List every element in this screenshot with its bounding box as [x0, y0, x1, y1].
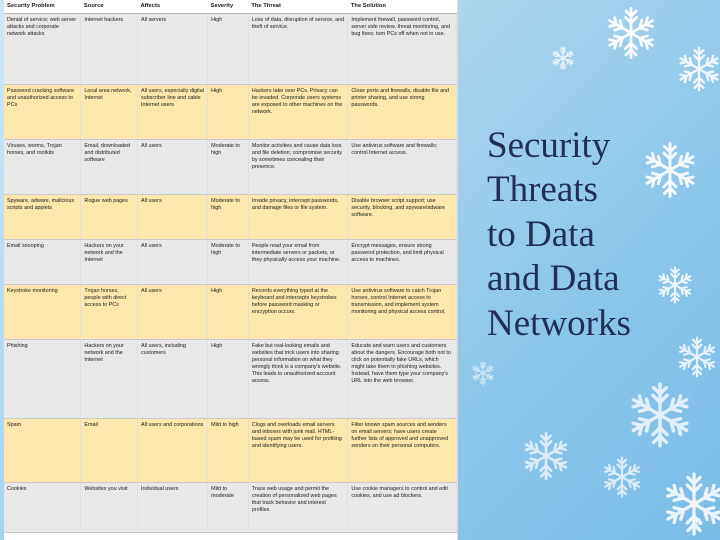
- table-cell-solution: Encrypt messages, ensure strong password protection, and limit physical access to machines.: [348, 240, 457, 285]
- table-cell-affects: All users: [137, 240, 207, 285]
- threats-table: [4, 0, 457, 533]
- table-cell-solution: Close ports and firewalls, disable file and printer sharing, and use strong passwords.: [348, 85, 457, 140]
- table-row: [4, 195, 457, 240]
- snowflake-icon: [625, 380, 695, 450]
- table-cell-source: Email: [81, 419, 138, 483]
- table-row: [4, 14, 457, 85]
- table-cell-threat: People read your email from intermediate servers or packets, or they physically access your machine.: [248, 240, 348, 285]
- snowflake-icon: [675, 45, 720, 93]
- table-cell-problem: Spam: [4, 419, 81, 483]
- header-the-solution: The Solution: [348, 0, 457, 14]
- table-row: [4, 140, 457, 195]
- table-cell-solution: Use cookie managers to control and edit cookies, and use ad blockers.: [348, 483, 457, 533]
- table-cell-threat: Hackers take over PCs. Privacy can be invaded. Corporate users systems are exposed to other machines on the network.: [248, 85, 348, 140]
- table-cell-affects: All users, especially digital subscriber line and cable Internet users: [137, 85, 207, 140]
- header-security-problem: Security Problem: [4, 0, 81, 14]
- table-cell-problem: Phishing: [4, 340, 81, 419]
- snowflake-icon: [470, 360, 496, 386]
- table-row: [4, 285, 457, 340]
- table-cell-affects: All users: [137, 195, 207, 240]
- table-cell-source: Email, downloaded and distributed software: [81, 140, 138, 195]
- snowflake-icon: [600, 455, 644, 499]
- table-cell-solution: Filter known spam sources and senders on email servers; have users create further lists of approved and unapproved senders on their personal computers.: [348, 419, 457, 483]
- table-cell-threat: Trace web usage and permit the creation of personalized web pages that track behavior and interest profiles.: [248, 483, 348, 533]
- header-affects: Affects: [137, 0, 207, 14]
- table-cell-threat: Fake but real-looking emails and websites that trick users into sharing personal information on what they wrongly think is a company's website. This leads to unauthorized account access.: [248, 340, 348, 419]
- table-cell-problem: Email snooping: [4, 240, 81, 285]
- table-cell-severity: High: [208, 285, 249, 340]
- page-number: 10: [690, 517, 702, 528]
- snowflake-icon: [520, 430, 572, 482]
- table-cell-severity: High: [208, 14, 249, 85]
- table-cell-source: Hackers on your network and the Internet: [81, 340, 138, 419]
- table-cell-problem: Password cracking software and unauthorized access to PCs: [4, 85, 81, 140]
- table-cell-solution: Use antivirus software and firewalls; control Internet access.: [348, 140, 457, 195]
- table-cell-affects: All users: [137, 285, 207, 340]
- table-cell-threat: Records everything typed at the keyboard and intercepts keystrokes before password masking or encryption occurs.: [248, 285, 348, 340]
- table-cell-affects: All users: [137, 140, 207, 195]
- table-cell-threat: Monitor activities and cause data loss and file deletion; compromise security by sometimes concealing their presence.: [248, 140, 348, 195]
- table-cell-problem: Spyware, adware, malicious scripts and applets: [4, 195, 81, 240]
- table-cell-problem: Denial of service; web server attacks and corporate network attacks: [4, 14, 81, 85]
- table-cell-affects: Individual users: [137, 483, 207, 533]
- table-cell-solution: Disable browser script support; use security, blocking, and spyware/adware software.: [348, 195, 457, 240]
- table-header-row: [4, 0, 457, 14]
- table-cell-threat: Clogs and overloads email servers and inboxes with junk mail. HTML-based spam may be used for profiling and identifying users.: [248, 419, 348, 483]
- table-cell-severity: High: [208, 340, 249, 419]
- table-cell-source: Rogue web pages: [81, 195, 138, 240]
- header-source: Source: [81, 0, 138, 14]
- table-cell-threat: Invade privacy, intercept passwords, and damage files or file system.: [248, 195, 348, 240]
- table-cell-solution: Educate and warn users and customers about the dangers. Encourage both not to click on potentially fake URLs, which might take them to phishing websites. Instead, have them type your company's URL into the web browser.: [348, 340, 457, 419]
- table-row: [4, 419, 457, 483]
- snowflake-icon: [655, 265, 695, 305]
- table-cell-solution: Implement firewall, password control, server side review, threat monitoring, and bug fixes; turn PCs off when not in use.: [348, 14, 457, 85]
- snowflake-icon: [550, 45, 576, 71]
- table-cell-problem: Cookies: [4, 483, 81, 533]
- header-the-threat: The Threat: [248, 0, 348, 14]
- table-cell-source: Hackers on your network and the Internet: [81, 240, 138, 285]
- threats-table-container: [4, 0, 458, 540]
- table-cell-source: Internet hackers: [81, 14, 138, 85]
- snowflake-icon: [603, 5, 659, 61]
- table-cell-affects: All servers: [137, 14, 207, 85]
- table-row: [4, 85, 457, 140]
- table-cell-source: Local area network, Internet: [81, 85, 138, 140]
- table-cell-source: Websites you visit: [81, 483, 138, 533]
- header-severity: Severity: [208, 0, 249, 14]
- table-cell-severity: Mild to moderate: [208, 483, 249, 533]
- table-cell-severity: Moderate to high: [208, 140, 249, 195]
- table-cell-affects: All users and corporations: [137, 419, 207, 483]
- table-row: [4, 483, 457, 533]
- snowflake-icon: [660, 470, 720, 538]
- table-cell-severity: High: [208, 85, 249, 140]
- table-cell-problem: Keystroke monitoring: [4, 285, 81, 340]
- table-body: [4, 14, 457, 533]
- table-cell-severity: Moderate to high: [208, 195, 249, 240]
- table-cell-severity: Mild to high: [208, 419, 249, 483]
- snowflake-icon: [640, 140, 700, 200]
- table-cell-problem: Viruses, worms, Trojan horses, and rootkits: [4, 140, 81, 195]
- table-cell-source: Trojan horses, people with direct access to PCs: [81, 285, 138, 340]
- table-cell-threat: Loss of data, disruption of service, and theft of service.: [248, 14, 348, 85]
- table-cell-affects: All users, including customers: [137, 340, 207, 419]
- slide-title: Security Threats to Data and Data Networks: [487, 125, 631, 344]
- snowflake-icon: [675, 335, 719, 379]
- table-row: [4, 340, 457, 419]
- table-row: [4, 240, 457, 285]
- table-cell-severity: Moderate to high: [208, 240, 249, 285]
- table-cell-solution: Use antivirus software to catch Trojan horses, control Internet access to transmission, and implement system monitoring and physical access control.: [348, 285, 457, 340]
